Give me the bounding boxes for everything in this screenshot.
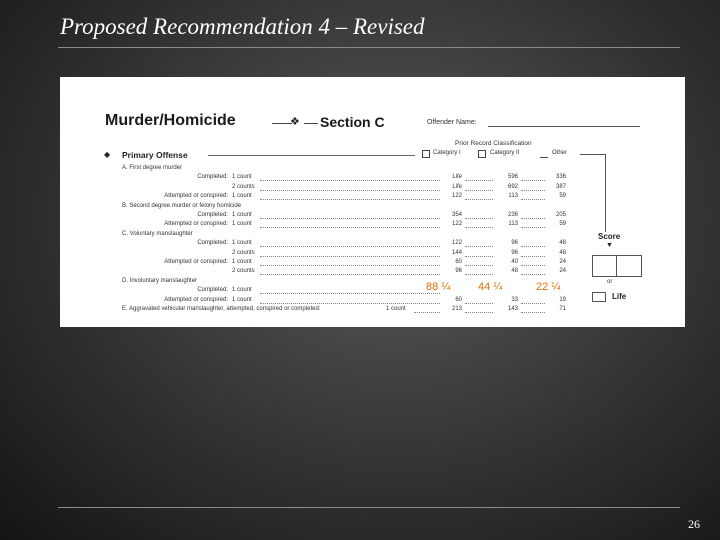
- leader-dots: [260, 265, 440, 266]
- count-label: 1 count: [232, 221, 252, 228]
- leader-dots: [465, 190, 493, 191]
- title-divider: [58, 47, 680, 48]
- score-input-divider: [616, 255, 617, 277]
- title-rule-left: [272, 123, 292, 124]
- score-value-cat-2: 96: [511, 240, 518, 247]
- or-label: or: [607, 279, 613, 285]
- leader-dots: [465, 256, 493, 257]
- category-2-label: Category II: [490, 150, 520, 156]
- offense-heading: A. First degree murder: [122, 165, 183, 171]
- leader-dots: [260, 293, 440, 294]
- count-label: 1 count: [232, 296, 252, 303]
- score-value-cat-3: 387: [555, 183, 566, 190]
- score-label: Score: [598, 232, 621, 241]
- count-label: 1 count: [232, 174, 252, 181]
- category-1-label: Category I: [433, 150, 461, 156]
- count-label: 1 count: [232, 212, 252, 218]
- score-value-cat-1: 96: [455, 268, 462, 275]
- leader-dots: [521, 199, 545, 200]
- score-value-cat-3: 48: [559, 249, 566, 256]
- score-value-cat-2: 236: [507, 212, 518, 218]
- footer-divider: [58, 507, 680, 508]
- count-label: 2 counts: [232, 183, 255, 190]
- leader-dots: [465, 227, 493, 228]
- title-rule-right: [304, 123, 318, 124]
- leader-dots: [521, 312, 545, 313]
- leader-dots: [521, 180, 545, 181]
- leader-dots: [465, 218, 493, 219]
- other-label: Other: [552, 150, 568, 156]
- category-2-checkbox[interactable]: [478, 150, 486, 158]
- leader-dots: [260, 246, 440, 247]
- offender-name-label: Offender Name:: [427, 119, 477, 126]
- offense-row-label: Completed:: [197, 212, 228, 218]
- leader-dots: [465, 246, 493, 247]
- offense-row-label: Completed:: [197, 174, 228, 181]
- offense-heading: D. Involuntary manslaughter: [122, 277, 198, 284]
- leader-dots: [465, 274, 493, 275]
- score-value-cat-2: 113: [508, 221, 518, 228]
- offense-row-label: Attempted or conspired:: [164, 296, 228, 303]
- life-label: Life: [612, 292, 627, 301]
- leader-dots: [521, 218, 545, 219]
- score-value-cat-3: 205: [555, 212, 566, 218]
- score-value-cat-3: 24: [559, 259, 566, 265]
- primary-offense-bullet-icon: ◆: [104, 150, 111, 159]
- leader-dots: [260, 256, 440, 257]
- leader-dots: [521, 227, 545, 228]
- offense-row-label: Attempted or conspired:: [164, 221, 228, 228]
- count-label: 1 count: [386, 306, 406, 312]
- score-value-cat-2: 113: [508, 193, 518, 200]
- score-value-cat-3: 59: [559, 193, 566, 200]
- count-label: 1 count: [232, 193, 252, 200]
- score-connector: [580, 154, 605, 155]
- prior-record-label: Prior Record Classification: [455, 140, 532, 147]
- score-value-cat-3: 19: [559, 296, 566, 303]
- score-value-cat-3: 71: [559, 306, 566, 312]
- score-connector-vertical: [605, 154, 606, 232]
- offense-heading: C. Voluntary manslaughter: [122, 230, 193, 237]
- leader-dots: [260, 199, 440, 200]
- offense-row-label: Attempted or conspired:: [164, 193, 228, 200]
- leader-dots: [414, 312, 440, 313]
- leader-dots: [465, 199, 493, 200]
- count-label: 1 count: [232, 259, 252, 265]
- offense-row-label: Attempted or conspired:: [164, 259, 228, 265]
- offense-row-label: E. Aggravated vehicular manslaughter, attempted, conspired or completed:: [122, 306, 321, 312]
- count-label: 1 count: [232, 287, 252, 294]
- category-1-checkbox[interactable]: [422, 150, 430, 158]
- offense-row-label: Completed:: [197, 240, 228, 247]
- leader-dots: [521, 274, 545, 275]
- leader-dots: [521, 246, 545, 247]
- score-value-cat-1: 213: [451, 306, 462, 312]
- leader-dots: [465, 303, 493, 304]
- score-value-cat-2: 33: [511, 296, 518, 303]
- leader-dots: [260, 227, 440, 228]
- score-value-cat-2: 143: [507, 306, 518, 312]
- other-checkbox[interactable]: [540, 150, 548, 158]
- score-value-cat-1: 122: [451, 240, 462, 247]
- highlight-other: 22 ¼: [536, 281, 561, 293]
- slide-title: Proposed Recommendation 4 – Revised: [60, 14, 425, 39]
- score-value-cat-1: 144: [451, 249, 462, 256]
- score-value-cat-3: 59: [559, 221, 566, 228]
- leader-dots: [521, 303, 545, 304]
- offense-heading: B. Second degree murder or felony homicide: [122, 202, 242, 209]
- leader-dots: [521, 190, 545, 191]
- offender-name-field[interactable]: [488, 126, 640, 127]
- count-label: 2 counts: [232, 249, 255, 256]
- score-arrow-icon: ▼: [606, 242, 613, 249]
- score-value-cat-1: 122: [451, 193, 462, 200]
- score-value-cat-1: 60: [455, 296, 462, 303]
- score-value-cat-1: Life: [452, 183, 462, 190]
- leader-dots: [465, 180, 493, 181]
- count-label: 1 count: [232, 240, 252, 247]
- highlight-category-1: 88 ¼: [426, 281, 451, 293]
- highlight-category-2: 44 ¼: [478, 281, 503, 293]
- leader-dots: [465, 312, 493, 313]
- leader-dots: [260, 218, 440, 219]
- form-title: Murder/Homicide: [105, 112, 236, 129]
- count-label: 2 counts: [232, 268, 255, 275]
- score-value-cat-2: 48: [511, 268, 518, 275]
- score-value-cat-2: 692: [507, 183, 518, 190]
- leader-dots: [260, 274, 440, 275]
- primary-offense-title: Primary Offense: [122, 150, 188, 160]
- score-value-cat-3: 48: [559, 240, 566, 247]
- score-value-cat-2: 596: [507, 174, 518, 181]
- score-value-cat-3: 336: [555, 174, 566, 181]
- score-input[interactable]: [592, 255, 642, 277]
- section-label: Section C: [320, 114, 385, 130]
- sentencing-worksheet: [60, 77, 685, 327]
- leader-dots: [260, 180, 440, 181]
- score-value-cat-1: 60: [455, 259, 462, 265]
- offense-row-label: Completed:: [197, 287, 228, 294]
- score-value-cat-1: Life: [452, 174, 462, 181]
- leader-dots: [260, 303, 440, 304]
- score-value-cat-2: 40: [511, 259, 518, 265]
- leader-dots: [465, 265, 493, 266]
- primary-offense-rule: [208, 155, 415, 156]
- score-value-cat-2: 96: [511, 249, 518, 256]
- section-marker-icon: ❖: [290, 116, 300, 128]
- score-value-cat-1: 122: [451, 221, 462, 228]
- page-number: 26: [688, 517, 700, 531]
- leader-dots: [521, 256, 545, 257]
- leader-dots: [260, 190, 440, 191]
- score-value-cat-3: 24: [559, 268, 566, 275]
- score-value-cat-1: 354: [451, 212, 462, 218]
- life-checkbox[interactable]: [592, 292, 606, 302]
- leader-dots: [521, 265, 545, 266]
